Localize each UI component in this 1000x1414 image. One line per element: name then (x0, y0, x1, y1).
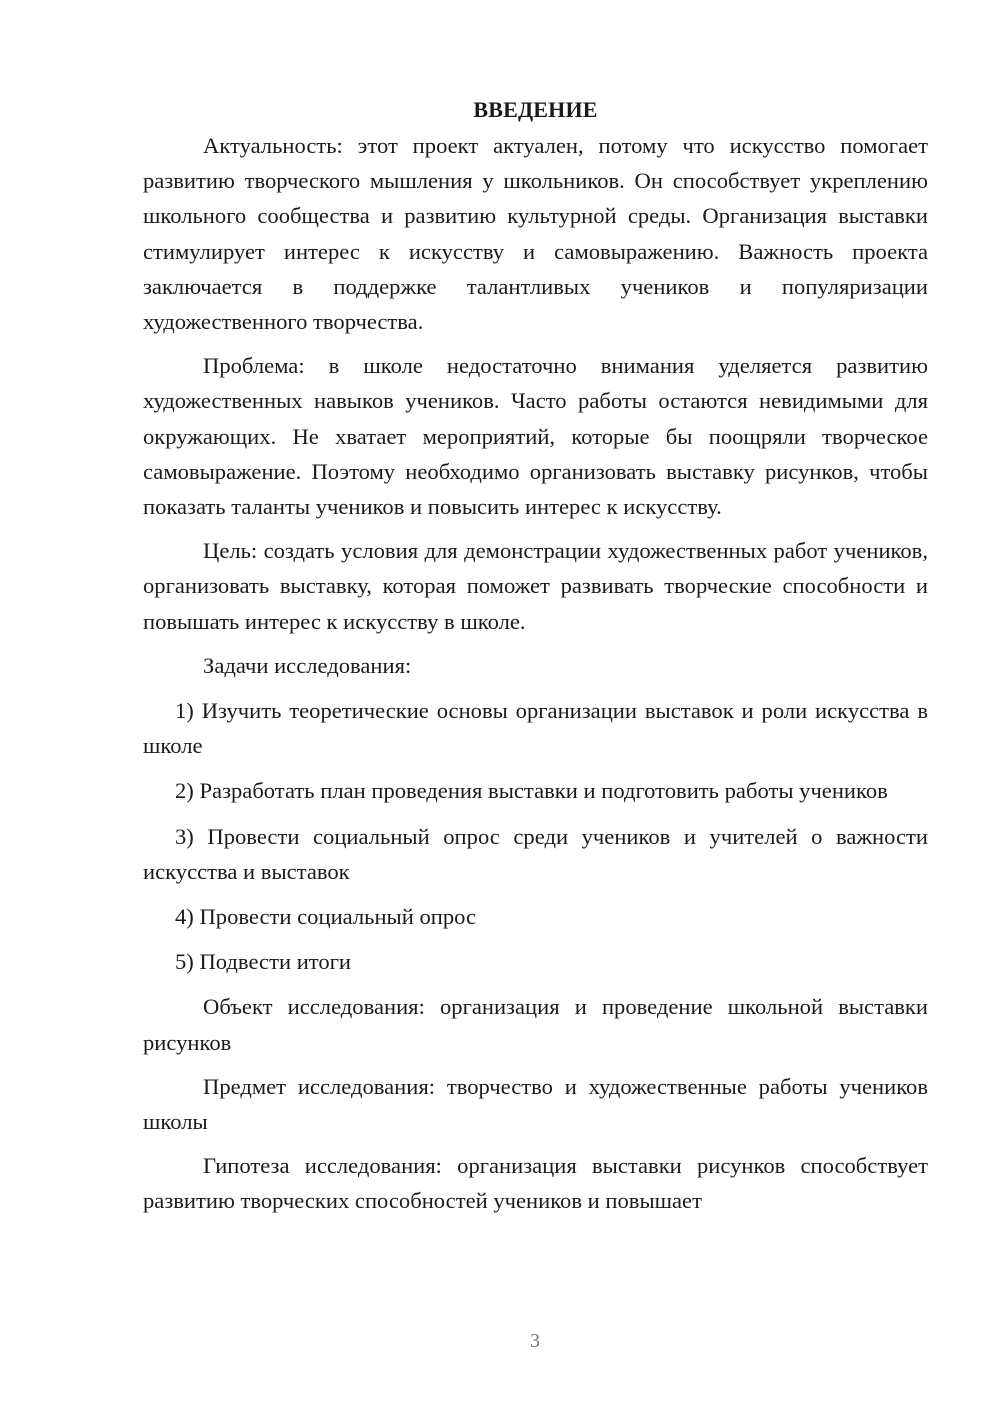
subject-paragraph: Предмет исследования: творчество и художественные работы учеников школы (143, 1073, 928, 1135)
list-item: 4) Провести социальный опрос (175, 904, 477, 930)
list-item: 3) Провести социальный опрос среди учеников и учителей о важности искусства и выставок (143, 823, 928, 884)
list-item: 2) Разработать план проведения выставки и подготовить работы учеников (175, 778, 888, 804)
problem-paragraph: Проблема: в школе недостаточно внимания уделяется развитию художественных навыков учеников. Часто работы остаются невидимыми для окружающих. Не хватает мероприятий, которые бы поощряли творческое самовыражение. Поэтому необходимо организовать выставку рисунков, чтобы показать таланты учеников и повысить интерес к искусству. (143, 353, 928, 520)
relevance-paragraph: Актуальность: этот проект актуален, потому что искусство помогает развитию творческого мышления у школьников. Он способствует укреплению школьного сообщества и развитию культурной среды. Организация выставки стимулирует интерес к искусству и самовыражению. Важность проекта заключается в поддержке талантливых учеников и популяризации художественного творчества. (143, 133, 928, 335)
page-number: 3 (530, 1330, 540, 1352)
object-paragraph: Объект исследования: организация и проведение школьной выставки рисунков (143, 994, 928, 1055)
list-item: 5) Подвести итоги (175, 949, 352, 975)
list-item: 1) Изучить теоретические основы организации выставок и роли искусства в школе (143, 698, 928, 759)
document-page (143, 92, 928, 1219)
page-title: ВВЕДЕНИЕ (473, 97, 598, 122)
tasks-title: Задачи исследования: (203, 652, 412, 678)
hypothesis-paragraph: Гипотеза исследования: организация выставки рисунков способствует развитию творческих способностей учеников и повышает (143, 1153, 928, 1214)
goal-paragraph: Цель: создать условия для демонстрации художественных работ учеников, организовать выставку, которая поможет развивать творческие способности и повышать интерес к искусству в школе. (143, 538, 928, 634)
